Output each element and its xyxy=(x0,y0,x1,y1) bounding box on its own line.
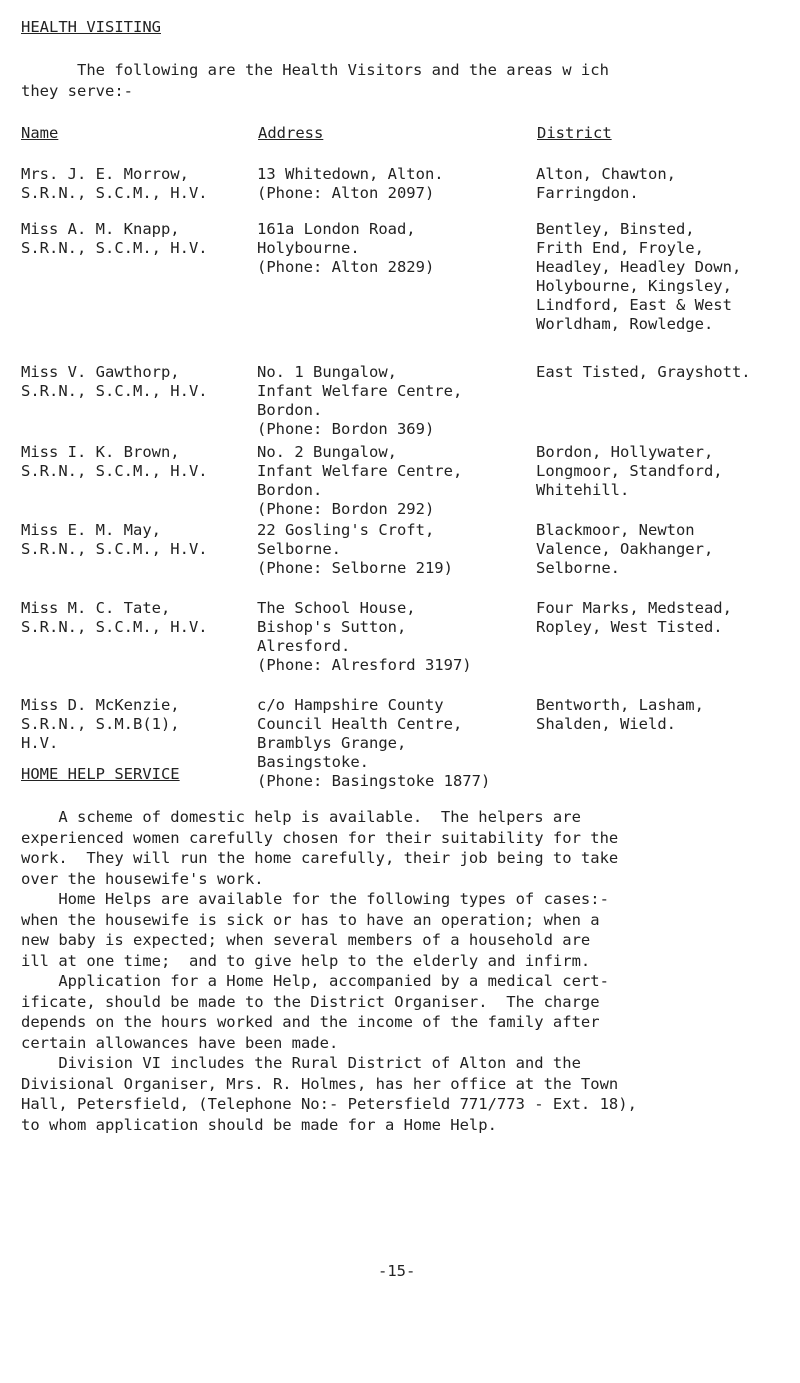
intro-line-1: The following are the Health Visitors and the areas w ich xyxy=(77,61,609,79)
visitor-district-line: Valence, Oakhanger, xyxy=(536,540,714,558)
visitor-name-line: Miss I. K. Brown, xyxy=(21,443,180,461)
visitor-name-line: S.R.N., S.C.M., H.V. xyxy=(21,462,208,480)
visitor-name-line: Miss V. Gawthorp, xyxy=(21,363,180,381)
visitor-district-line: East Tisted, Grayshott. xyxy=(536,363,751,381)
visitor-address-line: Infant Welfare Centre, xyxy=(257,382,463,400)
visitor-address-line: (Phone: Alton 2097) xyxy=(257,184,435,202)
paragraph-line: A scheme of domestic help is available. The helpers are xyxy=(21,808,581,826)
visitor-address-line: (Phone: Bordon 292) xyxy=(257,500,435,518)
visitor-address-line: Infant Welfare Centre, xyxy=(257,462,463,480)
visitor-address-line: Alresford. xyxy=(257,637,351,655)
paragraph-line: Home Helps are available for the following types of cases:- xyxy=(21,890,609,908)
visitor-district-line: Four Marks, Medstead, xyxy=(536,599,732,617)
visitor-district-line: Bentworth, Lasham, xyxy=(536,696,704,714)
visitor-district-line: Lindford, East & West xyxy=(536,296,732,314)
visitor-district-line: Longmoor, Standford, xyxy=(536,462,723,480)
visitor-name-line: Mrs. J. E. Morrow, xyxy=(21,165,189,183)
visitor-address-line: The School House, xyxy=(257,599,416,617)
paragraph-line: Division VI includes the Rural District of Alton and the xyxy=(21,1054,581,1072)
visitor-address-line: Selborne. xyxy=(257,540,341,558)
visitor-address-line: c/o Hampshire County xyxy=(257,696,444,714)
visitor-name-line: Miss D. McKenzie, xyxy=(21,696,180,714)
visitor-name-line: S.R.N., S.C.M., H.V. xyxy=(21,184,208,202)
column-header-address: Address xyxy=(258,124,324,142)
visitor-address-line: Bishop's Sutton, xyxy=(257,618,407,636)
visitor-address-line: (Phone: Alton 2829) xyxy=(257,258,435,276)
visitor-district-line: Worldham, Rowledge. xyxy=(536,315,714,333)
visitor-name-line: Miss A. M. Knapp, xyxy=(21,220,180,238)
intro-line-2: they serve:- xyxy=(21,82,133,100)
visitor-district-line: Whitehill. xyxy=(536,481,630,499)
visitor-district-line: Frith End, Froyle, xyxy=(536,239,704,257)
paragraph-line: ill at one time; and to give help to the elderly and infirm. xyxy=(21,951,591,970)
visitor-address-line: Council Health Centre, xyxy=(257,715,463,733)
visitor-name-line: Miss E. M. May, xyxy=(21,521,161,539)
visitor-name-line: S.R.N., S.C.M., H.V. xyxy=(21,239,208,257)
visitor-district-line: Ropley, West Tisted. xyxy=(536,618,723,636)
paragraph-line: Application for a Home Help, accompanied by a medical cert- xyxy=(21,972,609,990)
visitor-name-line: S.R.N., S.M.B(1), xyxy=(21,715,180,733)
visitor-district-line: Headley, Headley Down, xyxy=(536,258,742,276)
visitor-district-line: Alton, Chawton, xyxy=(536,165,676,183)
paragraph-line: Divisional Organiser, Mrs. R. Holmes, has her office at the Town xyxy=(21,1074,619,1093)
paragraph-line: over the housewife's work. xyxy=(21,869,264,888)
visitor-address-line: (Phone: Selborne 219) xyxy=(257,559,453,577)
visitor-address-line: Holybourne. xyxy=(257,239,360,257)
visitor-district-line: Farringdon. xyxy=(536,184,639,202)
section-heading-health-visiting: HEALTH VISITING xyxy=(21,18,161,36)
paragraph-line: to whom application should be made for a Home Help. xyxy=(21,1115,497,1134)
visitor-address-line: Basingstoke. xyxy=(257,753,369,771)
visitor-address-line: 13 Whitedown, Alton. xyxy=(257,165,444,183)
visitor-district-line: Blackmoor, Newton xyxy=(536,521,695,539)
paragraph-line: Hall, Petersfield, (Telephone No:- Petersfield 771/773 - Ext. 18), xyxy=(21,1095,637,1113)
paragraph-line: ificate, should be made to the District Organiser. The charge xyxy=(21,992,600,1011)
paragraph-line: new baby is expected; when several members of a household are xyxy=(21,931,591,949)
visitor-name-line: S.R.N., S.C.M., H.V. xyxy=(21,540,208,558)
visitor-address-line: No. 2 Bungalow, xyxy=(257,443,397,461)
visitor-district-line: Holybourne, Kingsley, xyxy=(536,277,732,295)
visitor-name-line: S.R.N., S.C.M., H.V. xyxy=(21,382,208,400)
visitor-address-line: Bramblys Grange, xyxy=(257,734,407,752)
column-header-district: District xyxy=(537,124,612,142)
paragraph-line: certain allowances have been made. xyxy=(21,1033,339,1052)
paragraph-line: experienced women carefully chosen for their suitability for the xyxy=(21,828,619,847)
visitor-address-line: 22 Gosling's Croft, xyxy=(257,521,435,539)
column-header-name: Name xyxy=(21,124,59,142)
visitor-district-line: Bordon, Hollywater, xyxy=(536,443,714,461)
section-heading-home-help-service: HOME HELP SERVICE xyxy=(21,765,180,783)
page-number: -15- xyxy=(378,1262,416,1280)
visitor-address-line: Bordon. xyxy=(257,401,323,419)
visitor-name-line: H.V. xyxy=(21,734,59,752)
visitor-address-line: No. 1 Bungalow, xyxy=(257,363,397,381)
visitor-name-line: Miss M. C. Tate, xyxy=(21,599,171,617)
visitor-district-line: Selborne. xyxy=(536,559,620,577)
visitor-address-line: (Phone: Alresford 3197) xyxy=(257,656,472,674)
visitor-district-line: Bentley, Binsted, xyxy=(536,220,695,238)
paragraph-line: depends on the hours worked and the income of the family after xyxy=(21,1013,600,1031)
paragraph-line: when the housewife is sick or has to have an operation; when a xyxy=(21,910,600,929)
visitor-address-line: (Phone: Basingstoke 1877) xyxy=(257,772,491,790)
paragraph-line: work. They will run the home carefully, their job being to take xyxy=(21,849,619,867)
visitor-name-line: S.R.N., S.C.M., H.V. xyxy=(21,618,208,636)
visitor-district-line: Shalden, Wield. xyxy=(536,715,676,733)
visitor-address-line: 161a London Road, xyxy=(257,220,416,238)
visitor-address-line: Bordon. xyxy=(257,481,323,499)
visitor-address-line: (Phone: Bordon 369) xyxy=(257,420,435,438)
